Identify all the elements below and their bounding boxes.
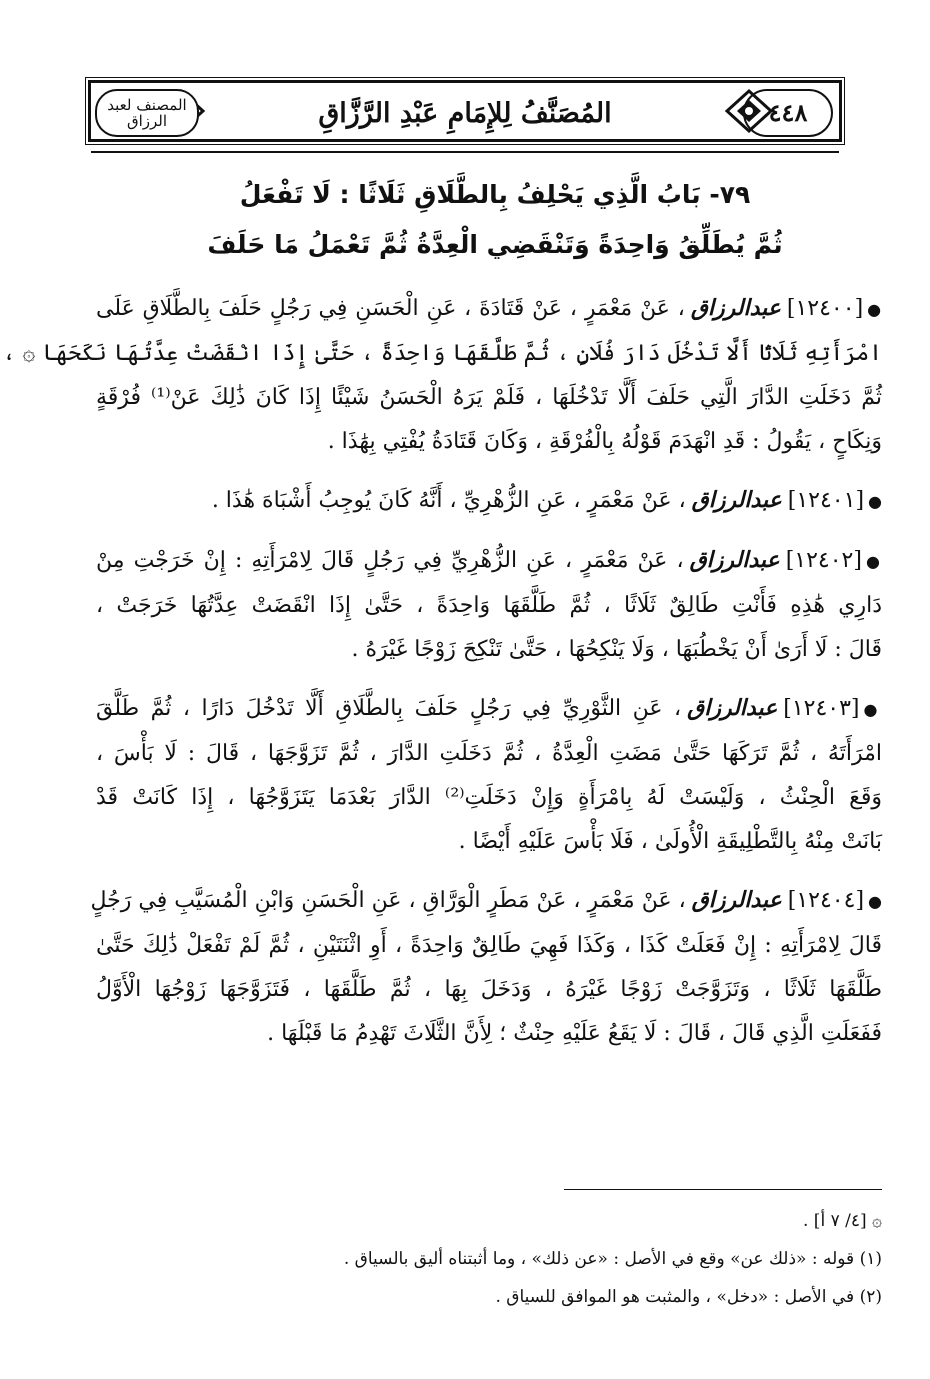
- body-text: [2, 286, 883, 1070]
- hadith-12404: [90, 878, 882, 1056]
- text-line: [96, 538, 882, 584]
- text-line: قَالَ : لَا أَرَىٰ أَنْ يَخْطُبَهَا ، وَلَا يَنْكِحُهَا ، حَتَّىٰ تَنْكِحَ زَوْجًا غَيْرَهُ .: [351, 637, 882, 662]
- hadith-12401: [96, 478, 882, 524]
- bullet-icon: ●: [868, 892, 882, 911]
- narrator-name: عبدالرزاق: [691, 487, 782, 513]
- footnote-1: (١) قوله : «ذلك عن» وقع في الأصل : «عن ذلك» ، وما أثبتناه أليق بالسياق .: [343, 1249, 882, 1269]
- text-segment: ، عَنِ الثَّوْرِيِّ فِي رَجُلٍ حَلَفَ بِالطَّلَاقِ أَلَّا تَدْخُلَ دَارًا ، ثُمَّ طَلَّقَ: [96, 696, 682, 721]
- text-line: [96, 286, 882, 332]
- hadith-12403: [96, 686, 882, 864]
- hadith-12402: [96, 538, 882, 672]
- hadith-number: [١٢٤٠٠]: [786, 296, 864, 321]
- hadith-number: [١٢٤٠٤]: [787, 888, 865, 913]
- bullet-icon: ●: [863, 700, 882, 719]
- text-line: امْرَأَتِهِ ثَلَاثًا أَلَّا تَدْخُلَ دَارَ فُلَانٍ ، ثُمَّ طَلَّقَهَا وَاحِدَةً ، حَتَّىٰ إِذَا انْقَضَتْ عِدَّتُهَا نَكَحَهَا ۞ ،: [2, 341, 882, 366]
- folio-reference: ۞ [٤/ ٧ أ] .: [803, 1211, 882, 1231]
- bullet-icon: ●: [868, 492, 882, 511]
- page-number: ٤٤٨: [743, 89, 833, 137]
- footnote-separator: [564, 1189, 882, 1190]
- hadith-number: [١٢٤٠١]: [787, 488, 865, 513]
- text-line: فَفَعَلَتِ الَّذِي قَالَ ، قَالَ : لَا يَقَعُ عَلَيْهِ حِنْثٌ ؛ لِأَنَّ الثَّلَاثَ تَهْدِمُ مَا قَبْلَهَا .: [267, 1021, 882, 1046]
- text-line: وَنِكَاحٍ ، يَقُولُ : قَدِ انْهَدَمَ قَوْلُهُ بِالْفُرْقَةِ ، وَكَانَ قَتَادَةُ يُفْتِي بِهَٰذَا .: [327, 429, 882, 454]
- hadith-number: [١٢٤٠٢]: [785, 548, 862, 573]
- text-line: دَارِي هَٰذِهِ فَأَنْتِ طَالِقٌ ثَلَاثًا ، ثُمَّ طَلَّقَهَا وَاحِدَةً ، حَتَّىٰ إِذَا انْقَضَتْ عِدَّتُهَا خَرَجَتْ ،: [96, 593, 882, 618]
- text-line: قَالَ لِامْرَأَتِهِ : إِنْ فَعَلَتْ كَذَا ، وَكَذَا فَهِيَ طَالِقٌ وَاحِدَةً ، أَوِ اثْنَتَيْنِ ، ثُمَّ لَمْ تَفْعَلْ ذَٰلِكَ حَتَّىٰ: [96, 933, 882, 958]
- book-logo: المصنف لعبد الرزاق: [95, 89, 199, 137]
- narrator-name: عبدالرزاق: [687, 695, 778, 721]
- bullet-icon: ●: [865, 552, 883, 571]
- running-header: [88, 80, 842, 142]
- bullet-icon: ●: [867, 300, 882, 319]
- text-segment: ، عَنْ مَعْمَرٍ ، عَنْ مَطَرٍ الْوَرَّاقِ ، عَنِ الْحَسَنِ وَابْنِ الْمُسَيَّبِ فِي رَجُلٍ: [90, 888, 686, 913]
- chapter-heading: [160, 170, 830, 270]
- ornament-icon: [723, 87, 775, 135]
- footnotes: [96, 1202, 882, 1316]
- footnote-2: (٢) في الأصل : «دخل» ، والمثبت هو الموافق للسياق .: [495, 1287, 882, 1307]
- text-line: [90, 878, 882, 924]
- hadith-number: [١٢٤٠٣]: [783, 696, 860, 721]
- header-rule: [91, 151, 839, 153]
- hadith-12400: [2, 286, 882, 464]
- text-line: ثُمَّ دَخَلَتِ الدَّارَ الَّتِي حَلَفَ أَلَّا تَدْخُلَهَا ، فَلَمْ يَرَهُ الْحَسَنُ شَيْئًا إِذَا كَانَ ذَٰلِكَ عَنْ⁽¹⁾ فُرْقَةٍ: [96, 385, 882, 410]
- text-segment: ، عَنْ مَعْمَرٍ ، عَنِ الزُّهْرِيِّ ، أَنَّهُ كَانَ يُوجِبُ أَشْبَاهَ هَٰذَا .: [211, 488, 686, 513]
- narrator-name: عبدالرزاق: [690, 295, 781, 321]
- text-line: امْرَأَتَهُ ، ثُمَّ تَرَكَهَا حَتَّىٰ مَضَتِ الْعِدَّةُ ، ثُمَّ دَخَلَتِ الدَّارَ ، ثُمَّ تَزَوَّجَهَا ، قَالَ : لَا بَأْسَ ،: [96, 741, 882, 766]
- text-segment: ، عَنْ مَعْمَرٍ ، عَنِ الزُّهْرِيِّ فِي رَجُلٍ قَالَ لِامْرَأَتِهِ : إِنْ خَرَجْتِ مِنْ: [96, 548, 684, 573]
- text-line: بَانَتْ مِنْهُ بِالتَّطْلِيقَةِ الْأُولَىٰ ، فَلَا بَأْسَ عَلَيْهِ أَيْضًا .: [458, 829, 882, 854]
- narrator-name: عبدالرزاق: [689, 547, 780, 573]
- text-segment: ، عَنْ مَعْمَرٍ ، عَنْ قَتَادَةَ ، عَنِ الْحَسَنِ فِي رَجُلٍ حَلَفَ بِالطَّلَاقِ عَلَى: [96, 296, 685, 321]
- text-line: طَلَّقَهَا ثَلَاثًا ، وَتَزَوَّجَتْ زَوْجًا غَيْرَهُ ، وَدَخَلَ بِهَا ، ثُمَّ طَلَّقَهَا ، فَتَزَوَّجَهَا زَوْجُهَا الْأَوَّلُ: [96, 977, 882, 1002]
- book-title: المُصَنَّفُ لِلإِمَامِ عَبْدِ الرَّزَّاقِ: [318, 97, 612, 129]
- text-line: [96, 478, 882, 524]
- chapter-heading-line: ٧٩- بَابُ الَّذِي يَحْلِفُ بِالطَّلَاقِ ثَلَاثًا : لَا تَفْعَلُ: [239, 180, 751, 209]
- narrator-name: عبدالرزاق: [691, 887, 782, 913]
- text-line: [96, 686, 882, 732]
- text-line: وَقَعَ الْحِنْثُ ، وَلَيْسَتْ لَهُ بِامْرَأَةٍ وَإِنْ دَخَلَتِ⁽²⁾ الدَّارَ بَعْدَمَا يَتَزَوَّجُهَا ، إِذَا كَانَتْ قَدْ: [96, 785, 882, 810]
- chapter-heading-line: ثُمَّ يُطَلِّقُ وَاحِدَةً وَتَنْقَضِي الْعِدَّةُ ثُمَّ تَعْمَلُ مَا حَلَفَ: [207, 230, 783, 259]
